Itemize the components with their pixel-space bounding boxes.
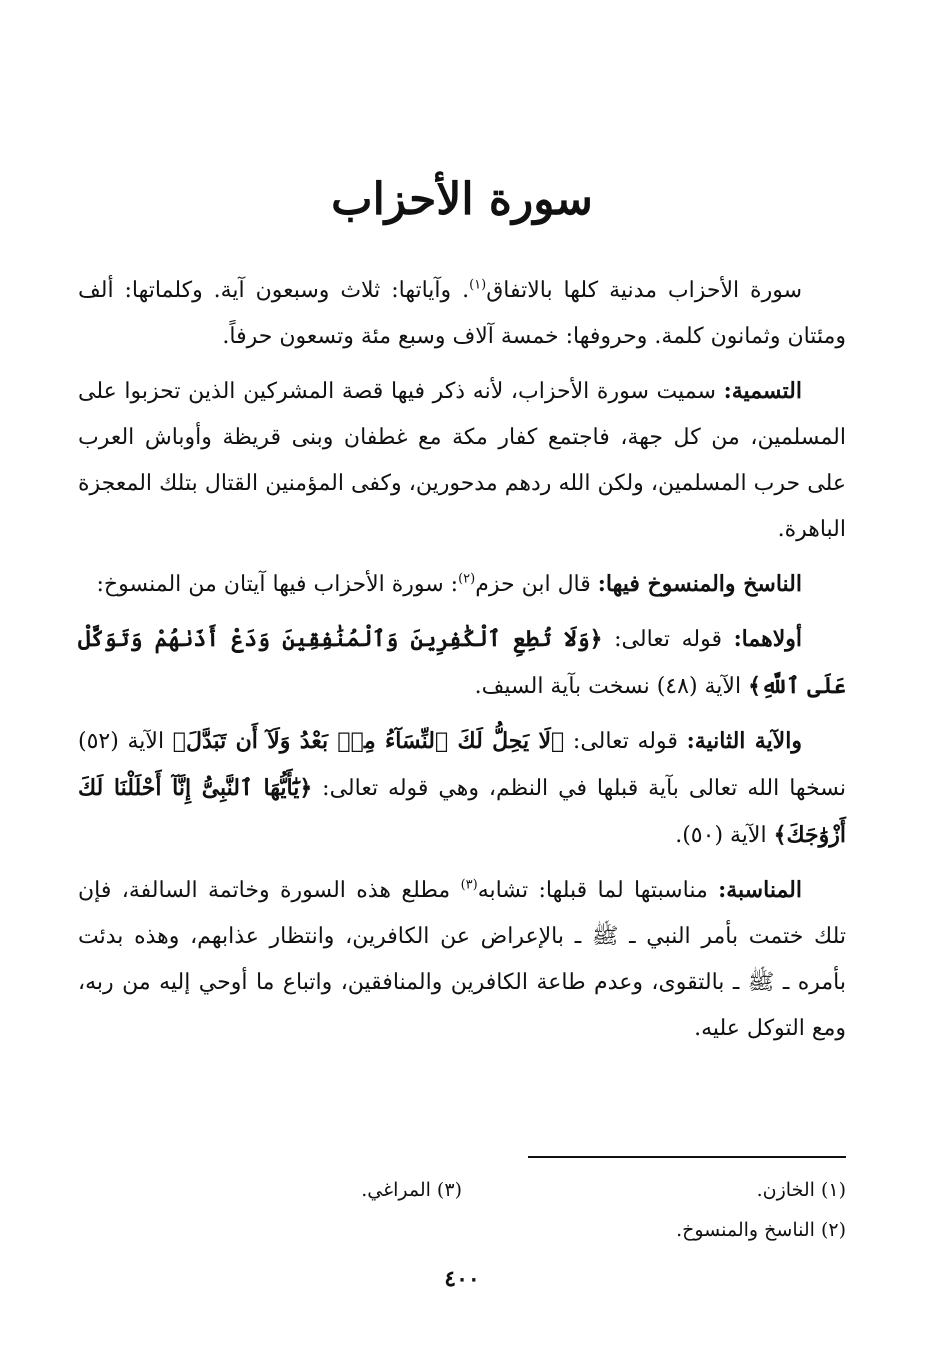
second-verse-note: الآية (٥٠). bbox=[675, 823, 774, 848]
quran-verse-2: ﴿لَا يَحِلُّ لَكَ ٱلنِّسَآءُ مِنۢ بَعْدُ وَلَآ أَن تَبَدَّلَ﴾ bbox=[172, 728, 565, 754]
footnote-ref-2: (٢) bbox=[458, 571, 476, 587]
paragraph-intro bbox=[78, 268, 846, 360]
footnotes bbox=[78, 1170, 846, 1250]
second-verse-label: والآية الثانية: bbox=[686, 728, 802, 754]
page bbox=[78, 0, 846, 1362]
abrogation-text-cont: : سورة الأحزاب فيها آيتان من المنسوخ: bbox=[96, 572, 459, 597]
intro-text: سورة الأحزاب مدنية كلها بالاتفاق bbox=[486, 278, 803, 303]
paragraph-abrogation bbox=[78, 561, 846, 608]
footnote-2: (٢) الناسخ والمنسوخ. bbox=[676, 1219, 846, 1241]
footnote-1: (١) الخازن. bbox=[756, 1179, 846, 1201]
first-verse-note: الآية (٤٨) نسخت بآية السيف. bbox=[474, 674, 749, 699]
abrogation-label: الناسخ والمنسوخ فيها: bbox=[597, 571, 802, 597]
footnote-row bbox=[78, 1210, 846, 1250]
page-number: ٤٠٠ bbox=[444, 1266, 480, 1292]
paragraph-naming bbox=[78, 368, 846, 553]
paragraph-relevance bbox=[78, 867, 846, 1052]
naming-label: التسمية: bbox=[723, 378, 802, 404]
footnote-3: (٣) المراغي. bbox=[361, 1179, 462, 1201]
quran-verse-3: ﴿يَٰٓأَيُّهَا ٱلنَّبِىُّ إِنَّآ أَحْلَلْنَا لَكَ أَزْوَٰجَكَ﴾ bbox=[78, 775, 846, 848]
footnote-ref-1: (١) bbox=[469, 277, 487, 293]
quran-verse-1: ﴿وَلَا تُطِعِ ٱلْكَٰفِرِينَ وَٱلْمُنَٰفِقِينَ وَدَعْ أَذَىٰهُمْ وَتَوَكَّلْ عَلَى ٱللَّهِ﴾ bbox=[78, 626, 846, 699]
main-text bbox=[78, 268, 846, 1060]
paragraph-first-verse bbox=[78, 616, 846, 710]
abrogation-text: قال ابن حزم bbox=[475, 572, 598, 597]
footnote-ref-3: (٣) bbox=[460, 877, 478, 893]
page-title: سورة الأحزاب bbox=[331, 174, 593, 225]
intro-text-cont: . وآياتها: ثلاث وسبعون آية. وكلماتها: ألف ومئتان وثمانون كلمة. وحروفها: خمسة آلاف وسبع مئة وتسعون حرفاً. bbox=[78, 278, 846, 349]
relevance-label: المناسبة: bbox=[718, 877, 802, 903]
relevance-text: مناسبتها لما قبلها: تشابه bbox=[477, 878, 719, 903]
paragraph-second-verse bbox=[78, 718, 846, 859]
second-verse-text: الآية (٥٢) نسخها الله تعالى بآية قبلها في النظم، وهي قوله تعالى: bbox=[78, 729, 846, 801]
first-verse-label: أولاهما: bbox=[733, 626, 802, 652]
relevance-text-cont: مطلع هذه السورة وخاتمة السالفة، فإن تلك ختمت بأمر النبي ـ ﷺ ـ بالإعراض عن الكافرين، وانتظار عذابهم، وهذه بدئت بأمره ـ ﷺ ـ بالتقوى، وعدم طاعة الكافرين والمنافقين، واتباع ما أوحي إليه من ربه، ومع التوكل عليه. bbox=[78, 878, 846, 1041]
footnote-divider bbox=[528, 1156, 846, 1158]
footnote-row bbox=[78, 1170, 846, 1210]
second-verse-intro: قوله تعالى: bbox=[564, 729, 687, 754]
naming-text: سميت سورة الأحزاب، لأنه ذكر فيها قصة المشركين الذين تحزبوا على المسلمين، من كل جهة، فاجتمع كفار مكة مع غطفان وبنى قريظة وأوباش العرب على حرب المسلمين، ولكن الله ردهم مدحورين، وكفى المؤمنين القتال بتلك المعجزة الباهرة. bbox=[78, 379, 846, 542]
first-verse-intro: قوله تعالى: bbox=[602, 627, 734, 652]
